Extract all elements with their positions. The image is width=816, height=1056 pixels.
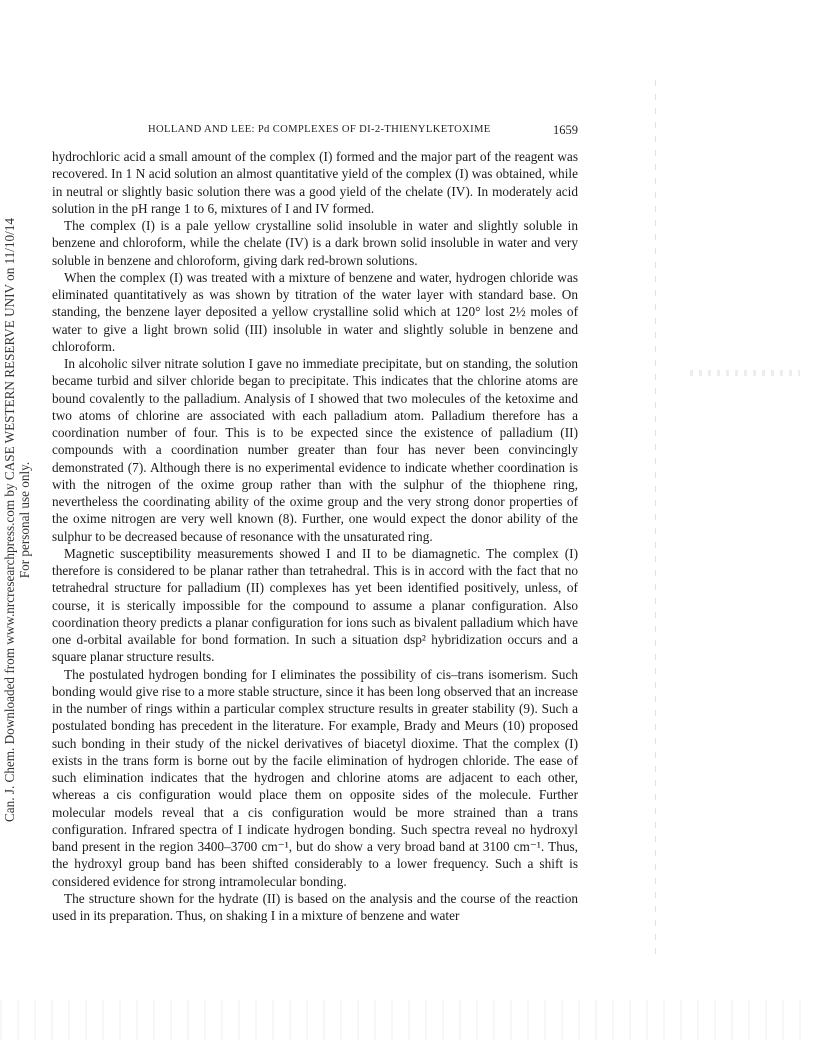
paragraph: hydrochloric acid a small amount of the complex (I) formed and the major part of the reagent was recovered. In 1 N acid solution an almost quantitative yield of the complex (I) was obtained, while in neutral or slightly basic solution there was a good yield of the chelate (IV). In moderately acid solution in the pH range 1 to 6, mixtures of I and IV formed. <box>52 149 578 216</box>
paragraph: In alcoholic silver nitrate solution I gave no immediate precipitate, but on standing, the solution became turbid and silver chloride began to precipitate. This indicates that the chlorine atoms are bound covalently to the palladium. Analysis of I showed that two molecules of the ketoxime and two atoms of chlorine are associated with each palladium atom. Palladium therefore has a coordination number of four. This is to be expected since the existence of palladium (II) compounds with a coordination number greater than four has never been convincingly demonstrated (7). Although there is no experimental evidence to indicate whether coordination is with the nitrogen of the oxime group rather than with the sulphur of the thiophene ring, nevertheless the coordinating ability of the oxime group and the very strong donor properties of the oxime nitrogen are very well known (8). Further, one would expect the donor ability of the sulphur to be decreased because of resonance with the unsaturated ring. <box>52 356 578 544</box>
article-body <box>52 148 578 924</box>
page-number: 1659 <box>553 123 578 137</box>
download-notice <box>2 200 38 840</box>
paragraph: The postulated hydrogen bonding for I eliminates the possibility of cis–trans isomerism. Such bonding would give rise to a more stable structure, since it has been long observed that an increase in the number of rings within a particular complex structure results in greater stability (9). Such a postulated bonding has precedent in the literature. For example, Brady and Meurs (10) proposed such bonding in their study of the nickel derivatives of biacetyl dioxime. That the complex (I) exists in the trans form is borne out by the facile elimination of hydrogen chloride. The ease of such elimination indicates that the hydrogen and chlorine atoms are adjacent to each other, whereas a cis configuration would place them on opposite sides of the molecule. Further molecular models reveal that a cis configuration would be more strained than a trans configuration. Infrared spectra of I indicate hydrogen bonding. Such spectra reveal no hydroxyl band present in the region 3400–3700 cm⁻¹, but do show a very broad band at 3100 cm⁻¹. Thus, the hydroxyl group band has been shifted considerably to a lower frequency. Such a shift is considered evidence for strong intramolecular bonding. <box>52 666 578 889</box>
paragraph: Magnetic susceptibility measurements showed I and II to be diamagnetic. The complex (I) therefore is considered to be planar rather than tetrahedral. This is in accord with the fact that no tetrahedral structure for palladium (II) complexes has yet been identified positively, unless, of course, it is sterically impossible for the compound to assume a planar configuration. Also coordination theory predicts a planar configuration for ions such as bivalent palladium which have one d-orbital available for bond formation. In such a situation dsp² hybridization occurs and a square planar structure results. <box>52 545 578 665</box>
paragraph: The complex (I) is a pale yellow crystalline solid insoluble in water and slightly soluble in benzene and chloroform, while the chelate (IV) is a dark brown solid insoluble in water and very soluble in benzene and chloroform, giving dark red-brown solutions. <box>52 218 578 268</box>
scan-noise <box>690 370 800 376</box>
download-notice-line: Can. J. Chem. Downloaded from www.nrcresearchpress.com by CASE WESTERN RESERVE UNIV on 11/10/14 <box>2 217 17 823</box>
scan-margin-artifact <box>655 80 656 960</box>
download-notice-text <box>2 200 32 840</box>
paragraph: When the complex (I) was treated with a mixture of benzene and water, hydrogen chloride was eliminated quantitatively as was shown by titration of the water layer with standard base. On standing, the benzene layer deposited a yellow crystalline solid which at 120° lost 2½ moles of water to give a light brown solid (III) insoluble in water and slightly soluble in benzene and chloroform. <box>52 269 578 354</box>
running-head: HOLLAND AND LEE: Pd COMPLEXES OF DI-2-THIENYLKETOXIME <box>148 124 491 135</box>
paragraph: The structure shown for the hydrate (II) is based on the analysis and the course of the reaction used in its preparation. Thus, on shaking I in a mixture of benzene and water <box>52 890 578 923</box>
scan-noise-bottom <box>0 1000 816 1040</box>
personal-use-notice: For personal use only. <box>17 461 32 579</box>
